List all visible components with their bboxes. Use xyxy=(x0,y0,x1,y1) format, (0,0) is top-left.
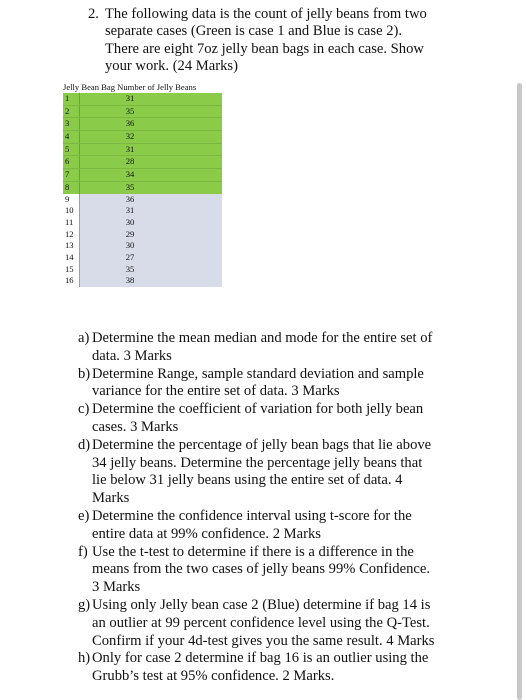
part-line: cases. 3 Marks xyxy=(92,418,179,435)
table-row xyxy=(63,264,222,276)
bean-count: 36 xyxy=(125,193,135,204)
part-line: lie below 31 jelly beans using the entire set of data. 4 xyxy=(92,472,403,489)
bean-count: 35 xyxy=(125,181,135,192)
bean-count: 27 xyxy=(125,251,135,262)
part-line: means from the two cases of jelly beans 99% Confidence. xyxy=(92,561,430,578)
question-line: separate cases (Green is case 1 and Blue is case 2). xyxy=(105,23,403,40)
table-row xyxy=(63,275,222,287)
sub-question-b xyxy=(78,366,468,402)
part-line: Only for case 2 determine if bag 16 is an outlier using the xyxy=(92,650,429,667)
table-row xyxy=(63,155,222,168)
table-row xyxy=(63,205,222,217)
sub-question-a xyxy=(78,330,468,366)
table-row xyxy=(63,143,222,156)
bean-count: 38 xyxy=(125,275,135,286)
bean-count: 31 xyxy=(125,205,135,216)
part-label: b) xyxy=(78,365,91,382)
bag-number: 6 xyxy=(63,156,80,168)
part-line: an outlier at 99 percent confidence level using the Q-Test. xyxy=(92,614,430,631)
bean-count: 31 xyxy=(125,143,135,154)
part-line: 34 jelly beans. Determine the percentage jelly beans that xyxy=(92,454,423,471)
bag-number: 14 xyxy=(63,252,80,264)
question-block xyxy=(88,6,468,76)
table-row xyxy=(63,93,222,105)
bean-count: 30 xyxy=(125,240,135,251)
sub-question-c xyxy=(78,401,468,437)
table-row xyxy=(63,240,222,252)
question-line: There are eight 7oz jelly bean bags in each case. Show xyxy=(105,40,424,57)
bag-number: 4 xyxy=(63,131,80,143)
sub-questions xyxy=(78,330,468,686)
part-line: Determine the percentage of jelly bean bags that lie above xyxy=(92,436,432,453)
part-line: Determine Range, sample standard deviation and sample xyxy=(92,365,424,382)
part-label: d) xyxy=(78,436,91,453)
bag-number: 15 xyxy=(63,264,80,276)
sub-question-g xyxy=(78,597,468,650)
bean-count: 29 xyxy=(125,228,135,239)
part-line: Determine the coefficient of variation for both jelly bean xyxy=(92,401,424,418)
scrollbar[interactable] xyxy=(517,83,522,700)
bean-count: 35 xyxy=(125,263,135,274)
bag-number: 12 xyxy=(63,229,80,241)
part-label: a) xyxy=(78,330,90,346)
bag-number: 1 xyxy=(63,93,80,105)
sub-question-h xyxy=(78,650,468,686)
part-line: Using only Jelly bean case 2 (Blue) determine if bag 14 is xyxy=(92,596,431,613)
sub-question-e xyxy=(78,508,468,544)
part-line: Marks xyxy=(92,490,130,507)
table-header: Jelly Bean Bag Number of Jelly Beans xyxy=(63,82,197,92)
bean-count: 35 xyxy=(125,105,135,116)
part-line: Determine the confidence interval using t-score for the xyxy=(92,507,412,524)
jelly-bean-table xyxy=(63,93,222,287)
part-line: Grubb’s test at 95% confidence. 2 Marks. xyxy=(92,668,335,685)
bean-count: 32 xyxy=(125,131,135,142)
question-line: your work. (24 Marks) xyxy=(105,58,238,75)
bag-number: 16 xyxy=(63,275,80,287)
part-line: entire data at 99% confidence. 2 Marks xyxy=(92,525,321,542)
bag-number: 2 xyxy=(63,106,80,118)
bag-number: 13 xyxy=(63,240,80,252)
table-row xyxy=(63,181,222,194)
bag-number: 11 xyxy=(63,217,80,229)
bean-count: 28 xyxy=(125,156,135,167)
table-row xyxy=(63,217,222,229)
sub-question-d xyxy=(78,437,468,508)
part-label: c) xyxy=(78,401,90,418)
table-row xyxy=(63,168,222,181)
table-row xyxy=(63,252,222,264)
part-label: e) xyxy=(78,507,90,524)
question-line: The following data is the count of jelly beans from two xyxy=(105,6,427,22)
part-line: variance for the entire set of data. 3 Marks xyxy=(92,383,340,400)
bag-number: 10 xyxy=(63,205,80,217)
bag-number: 7 xyxy=(63,169,80,181)
bag-number: 8 xyxy=(63,182,80,194)
sub-question-f xyxy=(78,544,468,597)
bag-number: 3 xyxy=(63,118,80,130)
part-label: f) xyxy=(78,543,88,560)
part-line: data. 3 Marks xyxy=(92,347,172,364)
table-row xyxy=(63,117,222,130)
table-row xyxy=(63,194,222,206)
bag-number: 9 xyxy=(63,194,80,206)
question-number: 2. xyxy=(88,6,99,22)
part-line: Determine the mean median and mode for the entire set of xyxy=(92,330,433,346)
table-row xyxy=(63,105,222,118)
table-row xyxy=(63,130,222,143)
part-label: g) xyxy=(78,596,91,613)
part-label: h) xyxy=(78,650,91,667)
part-line: Confirm if your 4d-test gives you the same result. 4 Marks xyxy=(92,632,435,649)
bean-count: 36 xyxy=(125,118,135,129)
bean-count: 30 xyxy=(125,216,135,227)
table-row xyxy=(63,229,222,241)
part-line: 3 Marks xyxy=(92,579,141,596)
bag-number: 5 xyxy=(63,144,80,156)
bean-count: 31 xyxy=(125,93,135,103)
part-line: Use the t-test to determine if there is a difference in the xyxy=(92,543,414,560)
bean-count: 34 xyxy=(125,169,135,180)
question-text xyxy=(88,6,468,76)
